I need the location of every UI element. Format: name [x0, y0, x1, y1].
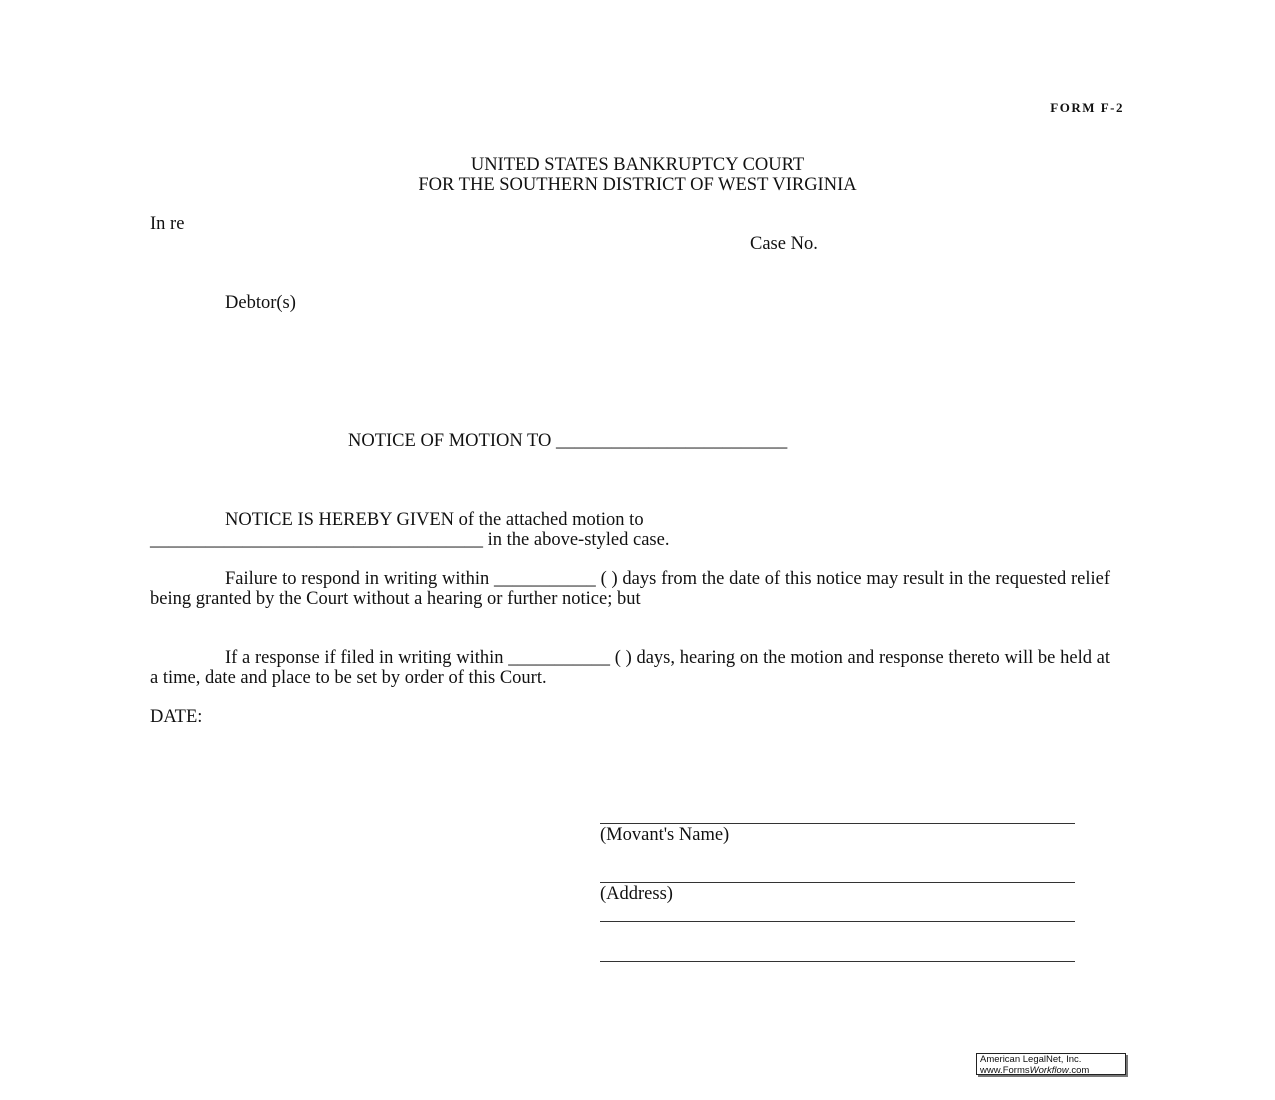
address-line-3	[600, 961, 1075, 962]
response-days-blank: ___________	[494, 569, 596, 589]
footer-url-suffix: .com	[1068, 1064, 1090, 1076]
debtors-label: Debtor(s)	[225, 293, 296, 313]
paragraph-response	[150, 648, 1110, 688]
motion-title-blank: _________________________	[555, 431, 788, 451]
paragraph-notice	[150, 510, 1110, 550]
footer-url	[980, 1066, 1122, 1077]
form-id: FORM F-2	[1050, 100, 1124, 115]
paragraph-failure-part2: ( ) days from the date of this notice may result in the requested relief being granted by the Court without a hearing or further notice; but	[150, 569, 1110, 609]
address-line-1	[600, 882, 1075, 883]
court-name: UNITED STATES BANKRUPTCY COURT	[470, 155, 805, 175]
motion-description-blank: ____________________________________	[150, 530, 483, 550]
footer-url-prefix: www.Forms	[980, 1064, 1030, 1076]
movant-name-line	[600, 823, 1075, 824]
paragraph-failure-part1: Failure to respond in writing within	[225, 569, 490, 589]
court-district: FOR THE SOUTHERN DISTRICT OF WEST VIRGINIA	[418, 175, 857, 195]
hearing-days-blank: ___________	[508, 648, 610, 668]
footer-publisher-name: American LegalNet, Inc.	[980, 1054, 1082, 1065]
address-label: (Address)	[600, 884, 673, 904]
notice-title-text: NOTICE OF MOTION TO	[348, 431, 552, 451]
address-line-2	[600, 921, 1075, 922]
paragraph-notice-tail: in the above-styled case.	[487, 530, 670, 550]
footer-url-italic: Workflow	[1029, 1064, 1069, 1076]
paragraph-notice-lead: NOTICE IS HEREBY GIVEN of the attached motion to	[225, 510, 644, 530]
paragraph-response-part2: ( ) days, hearing on the motion and response thereto will be held at a time, date and place to be set by order of this Court.	[150, 648, 1111, 688]
paragraph-failure	[150, 569, 1110, 609]
in-re-label: In re	[150, 214, 185, 234]
case-no-label: Case No.	[750, 234, 818, 254]
movant-name-label: (Movant's Name)	[600, 825, 730, 845]
paragraph-response-part1: If a response if filed in writing within	[225, 648, 504, 668]
footer-publisher-box	[976, 1053, 1126, 1075]
date-label: DATE:	[150, 707, 203, 727]
notice-title	[348, 431, 787, 451]
